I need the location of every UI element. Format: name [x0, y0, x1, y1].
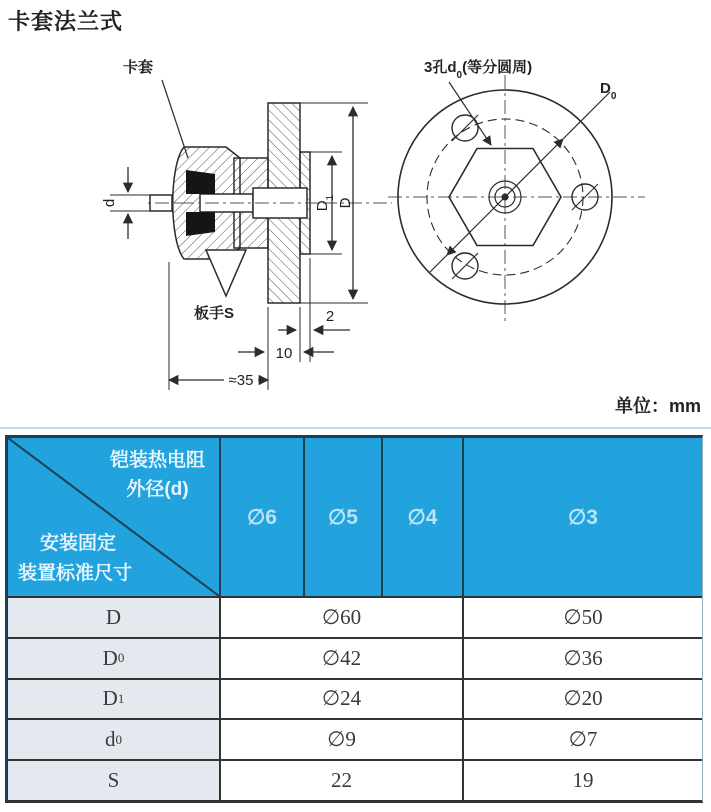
- row-label-D0: D 0: [8, 637, 221, 678]
- unit-label: 单位：mm: [614, 396, 701, 416]
- dim-d: d: [101, 198, 118, 208]
- cell-S-right: 19: [464, 759, 702, 800]
- bolt-circle-label: $D_0$: [600, 80, 617, 102]
- dim-35: ≈35: [228, 372, 254, 389]
- dim-10: 10: [275, 345, 293, 362]
- corner-bottom-label: 安装固定 装置标准尺寸: [18, 533, 133, 584]
- cell-D1-left: ∅24: [221, 678, 464, 719]
- column-header-d6: ∅6: [221, 438, 305, 596]
- column-header-d5: ∅5: [305, 438, 383, 596]
- column-header-d3: ∅3: [464, 438, 702, 596]
- dim-D1: $D_1$: [314, 194, 336, 212]
- row-label-d0: d 0: [8, 718, 221, 759]
- cell-D1-right: ∅20: [464, 678, 702, 719]
- cross-section-view: [110, 80, 392, 390]
- cell-D-right: ∅50: [464, 596, 702, 637]
- dim-2: 2: [325, 308, 335, 325]
- holes-label: 3孔$d_0$(等分圆周): [424, 59, 533, 81]
- cell-S-left: 22: [221, 759, 464, 800]
- row-label-S: S: [8, 759, 221, 800]
- wrench-label: 板手S: [193, 305, 235, 322]
- corner-top-label: 铠装热电阻 外径(d): [109, 450, 205, 501]
- cell-d0-left: ∅9: [221, 718, 464, 759]
- column-header-d4: ∅4: [383, 438, 464, 596]
- table-corner-cell: [8, 438, 221, 596]
- cell-d0-right: ∅7: [464, 718, 702, 759]
- front-view: [388, 75, 645, 322]
- cell-D-left: ∅60: [221, 596, 464, 637]
- ferrule-label: 卡套: [122, 59, 154, 76]
- row-label-D: D: [8, 596, 221, 637]
- table-top-accent: [0, 427, 711, 429]
- cell-D0-left: ∅42: [221, 637, 464, 678]
- spec-table: [5, 435, 703, 803]
- dim-D: D: [337, 197, 354, 209]
- page-title: 卡套法兰式: [8, 9, 124, 34]
- row-label-D1: D 1: [8, 678, 221, 719]
- cell-D0-right: ∅36: [464, 637, 702, 678]
